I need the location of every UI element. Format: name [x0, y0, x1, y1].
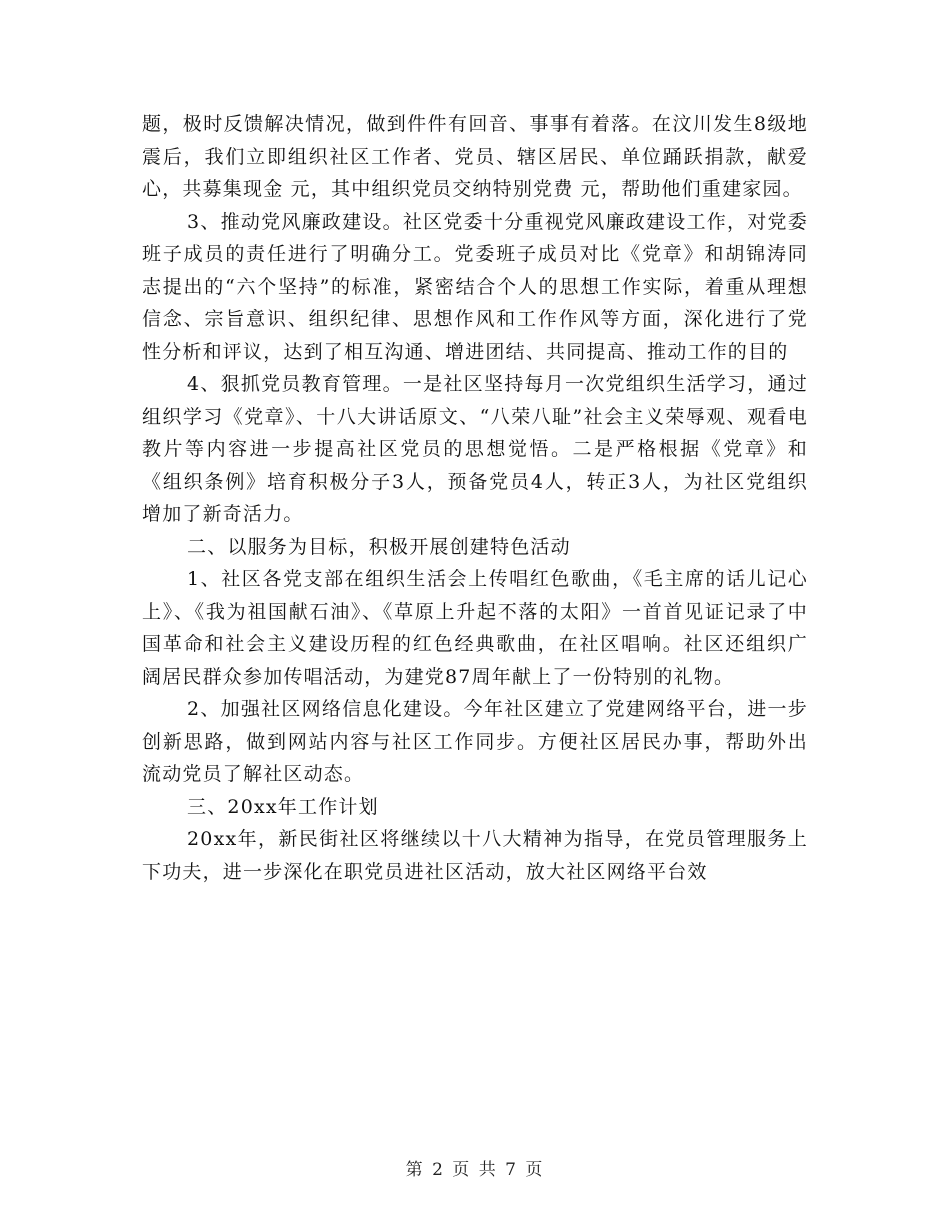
- paragraph-party-conduct: 3、推动党风廉政建设。社区党委十分重视党风廉政建设工作，对党委班子成员的责任进行了明确分工。党委班子成员对比《党章》和胡锦涛同志提出的“六个坚持”的标准，紧密结合个人的思想工作实际，着重从理想信念、宗旨意识、组织纪律、思想作风和工作作风等方面，深化进行了党性分析和评议，达到了相互沟通、增进团结、共同提高、推动工作的目的: [142, 210, 808, 363]
- paragraph-continuation: 题，极时反馈解决情况，做到件件有回音、事事有着落。在汶川发生8级地震后，我们立即组织社区工作者、党员、辖区居民、单位踊跃捐款，献爱心，共募集现金 元，其中组织党员交纳特别党费 元，帮助他们重建家园。: [142, 113, 808, 200]
- section-heading-service: 二、以服务为目标，积极开展创建特色活动: [187, 535, 571, 558]
- section-heading-work-plan: 三、20xx年工作计划: [187, 795, 379, 818]
- page-number-footer: 第 2 页 共 7 页: [405, 1160, 545, 1180]
- paragraph-work-plan: 20xx年，新民街社区将继续以十八大精神为指导，在党员管理服务上下功夫，进一步深化在职党员进社区活动，放大社区网络平台效: [142, 828, 808, 883]
- paragraph-red-songs: 1、社区各党支部在组织生活会上传唱红色歌曲，《毛主席的话儿记心上》、《我为祖国献石油》、《草原上升起不落的太阳》一首首见证记录了中国革命和社会主义建设历程的红色经典歌曲，在社区唱响。社区还组织广阔居民群众参加传唱活动，为建党87周年献上了一份特别的礼物。: [142, 568, 808, 688]
- paragraph-network-platform: 2、加强社区网络信息化建设。今年社区建立了党建网络平台，进一步创新思路，做到网站内容与社区工作同步。方便社区居民办事，帮助外出流动党员了解社区动态。: [142, 698, 808, 785]
- paragraph-member-education: 4、狠抓党员教育管理。一是社区坚持每月一次党组织生活学习，通过组织学习《党章》、十八大讲话原文、“八荣八耻”社会主义荣辱观、观看电教片等内容进一步提高社区党员的思想觉悟。二是严格根据《党章》和《组织条例》培育积极分子3人，预备党员4人，转正3人，为社区党组织增加了新奇活力。: [142, 373, 808, 525]
- document-body: [142, 108, 808, 888]
